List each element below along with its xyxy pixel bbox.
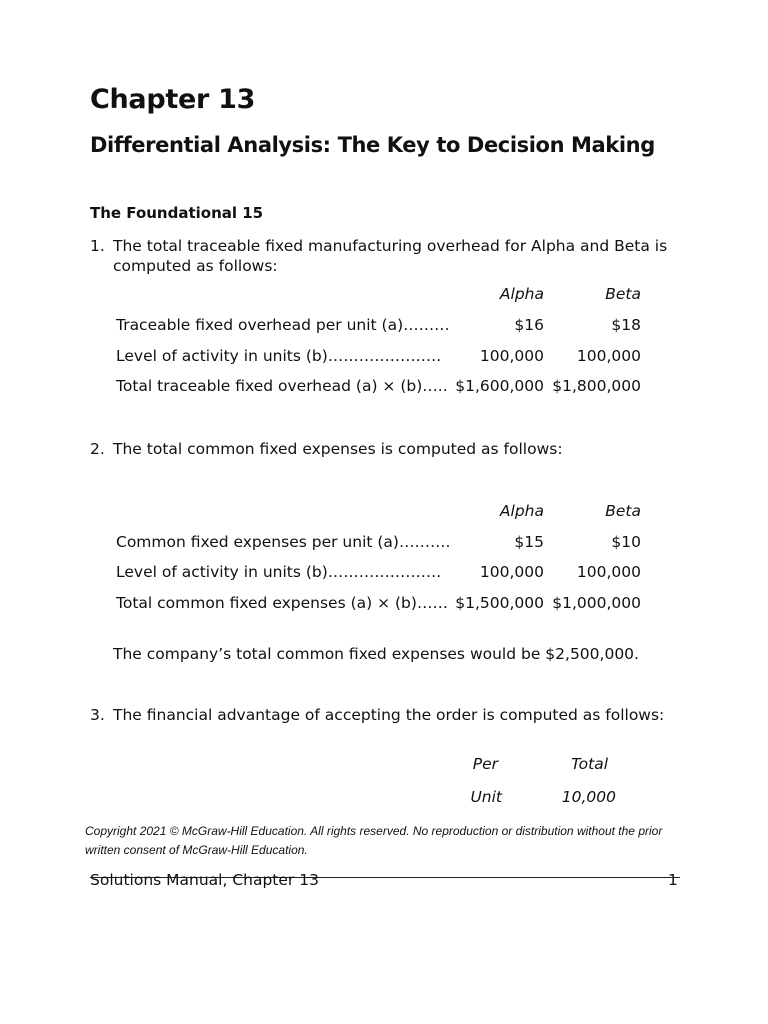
column-header-alpha: Alpha: [499, 502, 544, 520]
item-2-text: The total common fixed expenses is computed as follows:: [113, 440, 563, 458]
column-header-beta: Beta: [605, 502, 641, 520]
row-label: Common fixed expenses per unit (a)……….: [116, 533, 451, 551]
section-heading: The Foundational 15: [90, 204, 264, 222]
alpha-value: $16: [514, 316, 544, 334]
column-header-beta: Beta: [605, 285, 641, 303]
beta-value: 100,000: [576, 347, 641, 365]
item-2-number: 2.: [90, 440, 105, 458]
column-header-per: Per: [472, 755, 498, 773]
alpha-value: $15: [514, 533, 544, 551]
row-label: Total common fixed expenses (a) × (b)……: [116, 594, 448, 612]
beta-value: $1,000,000: [552, 594, 641, 612]
chapter-subtitle: Differential Analysis: The Key to Decision Making: [90, 133, 655, 157]
row-label: Total traceable fixed overhead (a) × (b)…..: [116, 377, 448, 395]
row-label: Level of activity in units (b)………………….: [116, 563, 442, 581]
item-3-number: 3.: [90, 706, 105, 724]
row-label: Level of activity in units (b)………………….: [116, 347, 442, 365]
alpha-value: $1,600,000: [455, 377, 544, 395]
item-1-number: 1.: [90, 237, 105, 255]
alpha-value: 100,000: [479, 347, 544, 365]
alpha-value: 100,000: [479, 563, 544, 581]
row-label: Traceable fixed overhead per unit (a)………: [116, 316, 450, 334]
column-header-total: Total: [571, 755, 608, 773]
beta-value: 100,000: [576, 563, 641, 581]
chapter-title: Chapter 13: [90, 84, 256, 115]
beta-value: $18: [611, 316, 641, 334]
copyright-line-1: Copyright 2021 © McGraw-Hill Education. All rights reserved. No reproduction or distribution without the prior: [85, 824, 663, 838]
alpha-value: $1,500,000: [455, 594, 544, 612]
beta-value: $10: [611, 533, 641, 551]
beta-value: $1,800,000: [552, 377, 641, 395]
copyright-line-2: written consent of McGraw-Hill Education.: [85, 843, 308, 857]
column-header-unit: Unit: [470, 788, 502, 806]
running-title: Solutions Manual, Chapter 13: [90, 871, 319, 889]
item-1-text-line-2: computed as follows:: [113, 257, 278, 275]
page-number: 1: [668, 871, 678, 889]
column-header-alpha: Alpha: [499, 285, 544, 303]
item-1-text-line-1: The total traceable fixed manufacturing overhead for Alpha and Beta is: [113, 237, 668, 255]
item-3-text: The financial advantage of accepting the order is computed as follows:: [113, 706, 665, 724]
item-2-conclusion: The company’s total common fixed expenses would be $2,500,000.: [113, 645, 639, 663]
column-header-units-count: 10,000: [561, 788, 616, 806]
